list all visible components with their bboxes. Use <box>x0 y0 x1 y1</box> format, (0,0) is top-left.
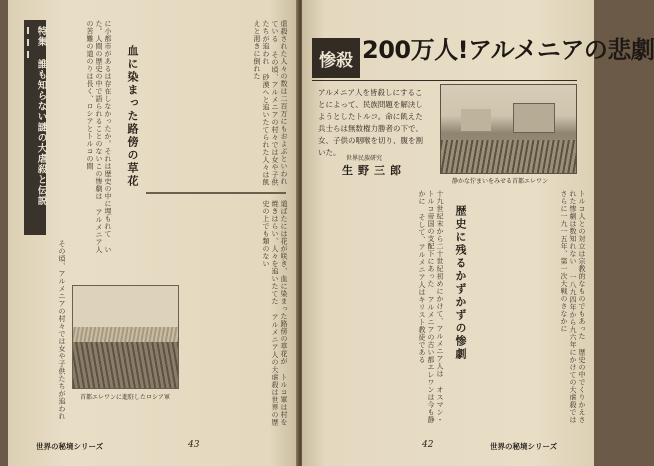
text-column: 歴史の中でくりかえされた惨劇は数知れない <box>569 190 586 424</box>
right-text-block-2 <box>474 190 586 430</box>
right-text-block-1 <box>314 190 444 430</box>
illustration-russian-army <box>72 285 179 389</box>
left-text-block-2 <box>148 20 288 190</box>
text-column: オスマン・トルコ帝国の支配下にあった <box>427 190 444 424</box>
illustration-crowd <box>73 342 178 388</box>
title-rule <box>312 80 577 81</box>
text-column: 虐殺された人々の数は二百万にもおよぶといわれている <box>271 20 288 185</box>
footer-series: 世界の秘境シリーズ <box>36 442 104 451</box>
text-column: 十九世紀末から二十世紀初めにかけて、アルメニア人は <box>436 190 444 378</box>
text-column: その頃、アルメニアの村々では女や子供たちが追われ <box>262 20 279 186</box>
photo-erevan <box>440 84 577 174</box>
page-number: 42 <box>422 440 434 450</box>
left-page <box>8 0 298 466</box>
photo-caption: 静かな佇まいをみせる首都エレワン <box>452 178 549 185</box>
illustration-sky <box>73 286 178 327</box>
photo-building <box>513 103 555 133</box>
text-column: 砂漠へと追いたてられた人々は飢えと渇きに倒れた <box>253 20 270 186</box>
left-text-block-4 <box>28 240 66 430</box>
text-column: トルコ軍は村を焼きはらい、人々を追いたてた <box>271 200 288 426</box>
divider <box>146 192 286 194</box>
text-column: さらに一九一五年、第一次大戦のさなかに <box>560 190 568 333</box>
author-affiliation: 世界民族研究 <box>346 155 383 162</box>
photo-building <box>461 109 491 131</box>
left-subheading: 血に染まった路傍の草花 <box>126 45 139 188</box>
text-column: 一八九四年から九六年にかけての大虐殺では <box>569 273 577 424</box>
text-column: アルメニア人の苦難の道のりは長く、ロシアとトルコの間 <box>86 20 103 254</box>
series-tab: 特集 誰も知らない謎の大虐殺と伝説 III <box>24 20 46 235</box>
page-number: 43 <box>188 440 200 450</box>
article-lead: アルメニア人を皆殺しにすることによって、民族問題を解決しようとしたトルコ。命に飢えた兵士らは無数権力勝者の下で、女、子供の咽喉を切り、腹を割いた。 <box>318 88 423 157</box>
text-column: アルメニア人の大虐殺は世界の歴史の上でも類のない <box>262 200 279 426</box>
right-page <box>302 0 654 466</box>
author-name: 生野三郎 <box>342 164 406 177</box>
text-column: 道ばたには花が咲き、血に染まった路傍の草花が <box>280 200 288 365</box>
text-column: に小都市があるは存在しなかったか。それは歴史の中に埋もれて <box>104 20 112 238</box>
text-column: その頃、アルメニアの村々では女や子供たちが追われ <box>58 240 66 420</box>
text-column: トルコ人との対立は宗教的なものでもあった <box>578 190 586 340</box>
text-column: いた。人間の歴史の中で語られることのないこの惨劇は <box>95 20 112 254</box>
title-kanji: 惨殺 <box>312 38 360 78</box>
footer-series: 世界の秘境シリーズ <box>490 442 558 451</box>
text-column: アルメニアの古い都エレワンは今も静かに <box>418 190 435 424</box>
right-subheading: 歴史に残るかずかずの惨劇 <box>454 205 467 361</box>
left-text-block-3 <box>178 200 288 430</box>
article-title: 200万人!アルメニアの悲劇 <box>362 36 654 64</box>
left-text-block-1 <box>52 20 112 260</box>
text-column: そして、アルメニア人はキリスト教徒である <box>418 213 426 364</box>
photo-street <box>441 140 576 173</box>
illustration-caption: 首都エレワンに進駐したロシア軍 <box>80 394 171 401</box>
